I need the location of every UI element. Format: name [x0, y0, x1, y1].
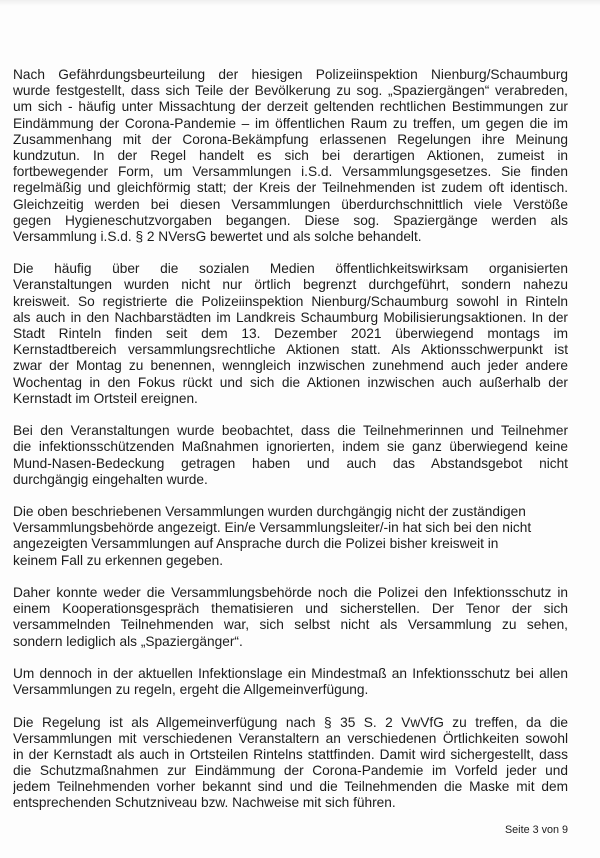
text-line: um sich - häufig unter Missachtung der derzeit geltenden rechtlichen Bestimmungen zur — [13, 99, 568, 115]
text-line: angezeigten Versammlungen auf Ansprache durch die Polizei bisher kreisweit in — [13, 536, 499, 552]
text-line: Gleichzeitig werden bei diesen Versammlungen überdurchschnittlich viele Verstöße — [13, 196, 568, 212]
text-line: Eindämmung der Corona-Pandemie – im öffentlichen Raum zu treffen, um gegen die im — [13, 115, 568, 131]
text-line: sondern lediglich als „Spaziergänger“. — [13, 633, 243, 649]
text-line: regelmäßig und gleichförmig statt; der Kreis der Teilnehmenden ist zudem oft identisch. — [13, 180, 568, 196]
text-line: zwar der Montag zu benennen, wenngleich inzwischen zunehmend auch jeder andere — [13, 358, 568, 374]
text-line: Zusammenhang mit der Corona-Bekämpfung erlassenen Regelungen ihre Meinung — [13, 131, 568, 147]
text-line: Kernstadt im Ortsteil ereignen. — [13, 390, 198, 406]
text-line: jedem Teilnehmenden vorher bekannt sind und die Teilnehmenden die Maske mit dem — [13, 779, 568, 795]
text-line: die Schutzmaßnahmen zur Eindämmung der Corona-Pandemie im Vorfeld jeder und — [13, 763, 568, 779]
text-line: die infektionsschützenden Maßnahmen ignorierten, indem sie ganz überwiegend keine — [13, 439, 568, 455]
paragraph — [13, 504, 568, 569]
text-line: Nach Gefährdungsbeurteilung der hiesigen Polizeiinspektion Nienburg/Schaumburg — [13, 67, 568, 82]
text-line: in der Kernstadt als auch in Ortsteilen Rintelns stattfinden. Damit wird sichergestellt, dass — [13, 746, 568, 762]
text-line: Die Regelung ist als Allgemeinverfügung nach § 35 S. 2 VwVfG zu treffen, da die — [13, 714, 568, 730]
text-line: durchgängig eingehalten wurde. — [13, 471, 208, 487]
text-line: Daher konnte weder die Versammlungsbehörde noch die Polizei den Infektionsschutz in — [13, 585, 568, 600]
text-line: entsprechenden Schutzniveau bzw. Nachweise mit sich führen. — [13, 795, 396, 811]
paragraph — [13, 666, 568, 698]
text-line: Die oben beschriebenen Versammlungen wurden durchgängig nicht der zuständigen — [13, 504, 526, 520]
text-line: Bei den Veranstaltungen wurde beobachtet, dass die Teilnehmerinnen und Teilnehmer — [13, 423, 568, 439]
text-line: Veranstaltungen wurden nicht nur örtlich begrenzt durchgeführt, sondern nahezu — [13, 277, 568, 293]
paragraph — [13, 67, 568, 245]
text-line: wurde festgestellt, dass sich Teile der Bevölkerung zu sog. „Spaziergängen“ verabreden, — [13, 83, 568, 99]
text-line: versammelnden Teilnehmenden war, sich selbst nicht als Versammlung zu sehen, — [13, 617, 568, 633]
text-line: keinem Fall zu erkennen gegeben. — [13, 552, 224, 568]
text-line: Stadt Rinteln finden seit dem 13. Dezember 2021 überwiegend montags im — [13, 326, 568, 341]
text-line: Versammlungen zu regeln, ergeht die Allgemeinverfügung. — [13, 682, 369, 698]
text-line: Die häufig über die sozialen Medien öffentlichkeitswirksam organisierten — [13, 261, 568, 277]
text-line: einem Kooperationsgespräch thematisieren und sicherstellen. Der Tenor der sich — [13, 601, 568, 617]
page-number-footer: Seite 3 von 9 — [504, 824, 568, 836]
text-line: Wochentag in den Fokus rückt und sich die Aktionen inzwischen auch außerhalb der — [13, 374, 568, 390]
text-line: als auch in den Nachbarstädten im Landkreis Schaumburg Mobilisierungsaktionen. In der — [13, 309, 568, 325]
text-line: Versammlungen mit verschiedenen Veranstaltern an verschiedenen Örtlichkeiten sowohl — [13, 730, 568, 746]
text-line: kundzutun. In der Regel handelt es sich bei derartigen Aktionen, zumeist in — [13, 147, 568, 163]
text-line: fortbewegender Form, um Versammlungen i.S.d. Versammlungsgesetzes. Sie finden — [13, 164, 568, 180]
paragraph — [13, 585, 568, 650]
text-line: Kernstadtbereich versammlungsrechtliche Aktionen statt. Als Aktionsschwerpunkt ist — [13, 342, 568, 358]
text-line: Um dennoch in der aktuellen Infektionslage ein Mindestmaß an Infektionsschutz bei allen — [13, 665, 568, 681]
paragraph — [13, 261, 568, 407]
text-line: Mund-Nasen-Bedeckung getragen haben und auch das Abstandsgebot nicht — [13, 455, 568, 471]
scan-artifact — [0, 0, 600, 6]
text-line: Versammlungsbehörde angezeigt. Ein/e Versammlungsleiter/-in hat sich bei den nicht — [13, 520, 532, 536]
text-line: Versammlung i.S.d. § 2 NVersG bewertet und als solche behandelt. — [13, 228, 422, 244]
document-body — [13, 67, 568, 828]
text-line: gegen Hygieneschutzvorgaben begangen. Diese sog. Spaziergänge werden als — [13, 212, 568, 228]
text-line: kreisweit. So registrierte die Polizeiinspektion Nienburg/Schaumburg sowohl in Rinteln — [13, 293, 568, 309]
paragraph — [13, 423, 568, 488]
paragraph — [13, 715, 568, 812]
